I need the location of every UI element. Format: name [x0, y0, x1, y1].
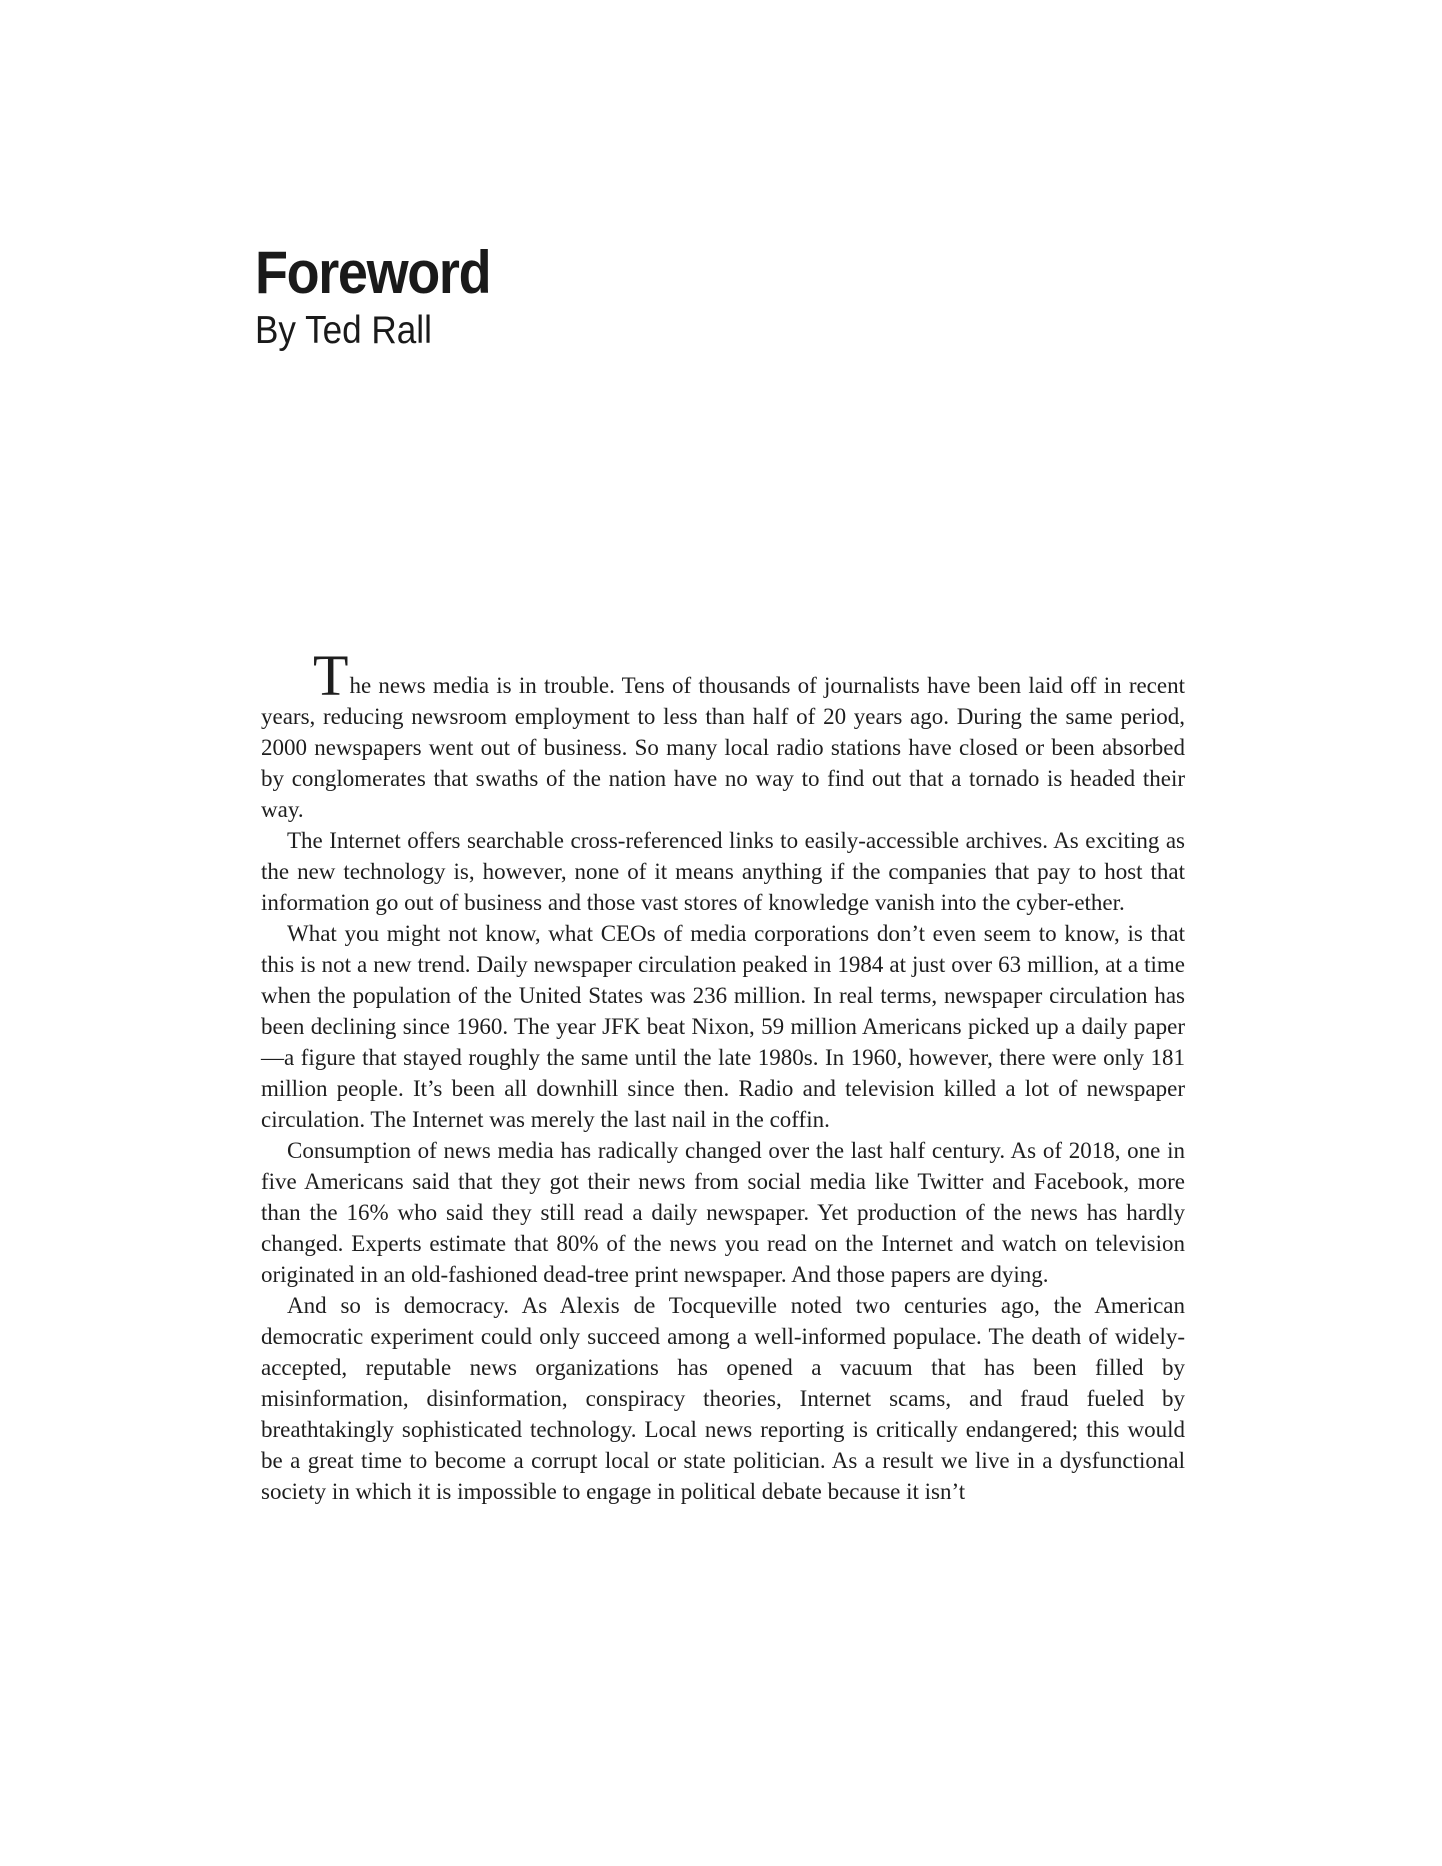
paragraph-1-text: he news media is in trouble. Tens of thousands of journalists have been laid off in recent years, reducing newsroom employment to less than half of 20 years ago. During the same period, 2000 newspapers went out of business. So many local radio stations have closed or been absorbed by conglomerates that swaths of the nation have no way to find out that a tornado is headed their way.	[261, 673, 1185, 822]
paragraph-3: What you might not know, what CEOs of media corporations don’t even seem to know, is that this is not a new trend. Daily newspaper circulation peaked in 1984 at just over 63 million, at a time when the population of the United States was 236 million. In real terms, newspaper circulation has been declining since 1960. The year JFK beat Nixon, 59 million Americans picked up a daily paper—a figure that stayed roughly the same until the late 1980s. In 1960, however, there were only 181 million people. It’s been all downhill since then. Radio and television killed a lot of newspaper circulation. The Internet was merely the last nail in the coffin.	[261, 921, 1185, 1132]
paragraph-5: And so is democracy. As Alexis de Tocqueville noted two centuries ago, the American democratic experiment could only succeed among a well-informed populace. The death of widely-accepted, reputable news organizations has opened a vacuum that has been filled by misinformation, disinformation, conspiracy theories, Internet scams, and fraud fueled by breathtakingly sophisticated technology. Local news reporting is critically endangered; this would be a great time to become a corrupt local or state politician. As a result we live in a dysfunctional society in which it is impossible to engage in political debate because it isn’t	[261, 1293, 1185, 1504]
paragraph-1: The news media is in trouble. Tens of thousands of journalists have been laid off in recent years, reducing newsroom employment to less than half of 20 years ago. During the same period, 2000 newspapers went out of business. So many local radio stations have closed or been absorbed by conglomerates that swaths of the nation have no way to find out that a tornado is headed their way.	[261, 643, 1185, 822]
page-title: Foreword	[255, 239, 491, 306]
paragraph-2: The Internet offers searchable cross-referenced links to easily-accessible archives. As exciting as the new technology is, however, none of it means anything if the companies that pay to host that information go out of business and those vast stores of knowledge vanish into the cyber-ether.	[261, 828, 1185, 915]
byline: By Ted Rall	[255, 309, 432, 352]
paragraph-4: Consumption of news media has radically changed over the last half century. As of 2018, one in five Americans said that they got their news from social media like Twitter and Facebook, more than the 16% who said they still read a daily newspaper. Yet production of the news has hardly changed. Experts estimate that 80% of the news you read on the Internet and watch on television originated in an old-fashioned dead-tree print newspaper. And those papers are dying.	[261, 1138, 1185, 1287]
heading-block	[255, 239, 516, 352]
body-text	[261, 643, 1185, 1507]
